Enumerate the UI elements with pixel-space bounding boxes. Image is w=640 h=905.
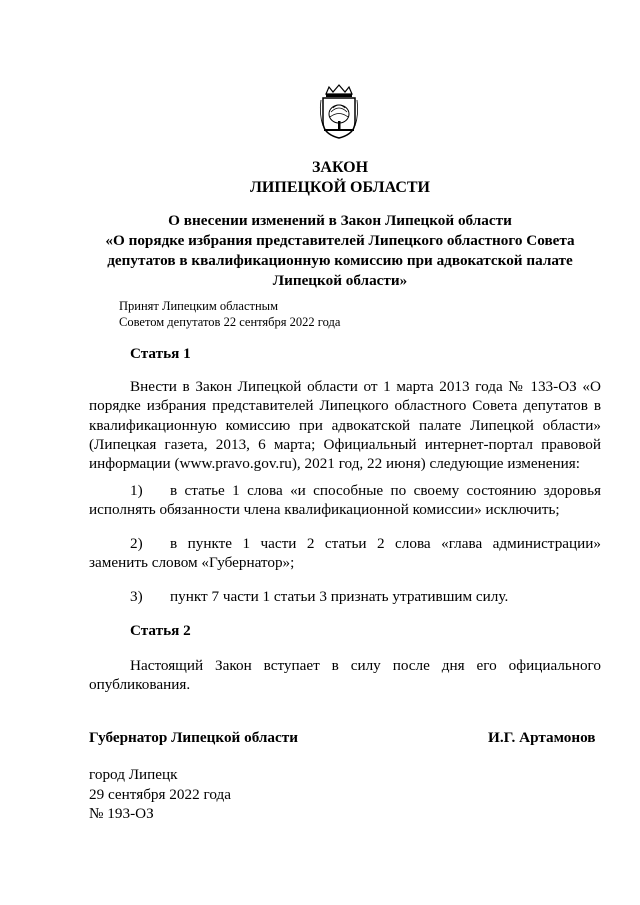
adoption-note xyxy=(119,298,340,330)
document-footer xyxy=(89,765,231,824)
law-title-line1: ЗАКОН xyxy=(311,159,369,176)
article1-item-1 xyxy=(89,481,601,520)
law-title-line2: ЛИПЕЦКОЙ ОБЛАСТИ xyxy=(250,178,430,196)
item-number: 1) xyxy=(130,482,143,499)
signature-position: Губернатор Липецкой области xyxy=(89,729,298,746)
article1-intro-text: Внести в Закон Липецкой области от 1 марта 2013 года № 133-ОЗ «О порядке избрания представителей Липецкого областного Совета депутатов в квалификационную комиссию при адвокатской палате Липецкой области» (Липецкая газета, 2013, 6 марта; Официальный интернет-портал правовой информации (www.pravo.gov.ru), 2021 год, 22 июня) следующие изменения: xyxy=(89,378,601,473)
article1-heading: Статья 1 xyxy=(130,345,191,362)
article2-heading: Статья 2 xyxy=(130,622,191,639)
item-text: в статье 1 слова «и способные по своему состоянию здоровья исполнять обязанности члена квалификационной комиссии» исключить; xyxy=(89,482,601,519)
item-text: в пункте 1 части 2 статьи 2 слова «глава администрации» заменить словом «Губернатор»; xyxy=(89,535,601,572)
law-title xyxy=(60,158,620,197)
item-number: 2) xyxy=(130,535,143,552)
footer-city: город Липецк xyxy=(89,766,178,783)
article1-item-3 xyxy=(89,587,601,606)
footer-date: 29 сентября 2022 года xyxy=(89,785,231,803)
adoption-line2: Советом депутатов 22 сентября 2022 года xyxy=(119,315,341,329)
article2-text xyxy=(89,656,601,695)
law-subtitle-line3: депутатов в квалификационную комиссию при адвокатской палате xyxy=(107,252,573,269)
signature-name: И.Г. Артамонов xyxy=(488,729,596,746)
law-subtitle-line4: Липецкой области» xyxy=(272,272,408,289)
article1-intro xyxy=(89,377,601,473)
item-number: 3) xyxy=(130,588,143,605)
item-text: пункт 7 части 1 статьи 3 признать утратившим силу. xyxy=(170,588,509,605)
footer-number: № 193-ОЗ xyxy=(89,805,154,822)
article1-item-2 xyxy=(89,534,601,573)
adoption-line1: Принят Липецким областным xyxy=(119,299,278,313)
article2-body: Настоящий Закон вступает в силу после дня его официального опубликования. xyxy=(89,657,601,694)
law-subtitle-line2: «О порядке избрания представителей Липецкого областного Совета xyxy=(105,232,575,249)
law-subtitle-line1: О внесении изменений в Закон Липецкой области xyxy=(168,212,512,229)
coat-of-arms-icon xyxy=(318,84,360,140)
law-subtitle xyxy=(60,211,620,291)
